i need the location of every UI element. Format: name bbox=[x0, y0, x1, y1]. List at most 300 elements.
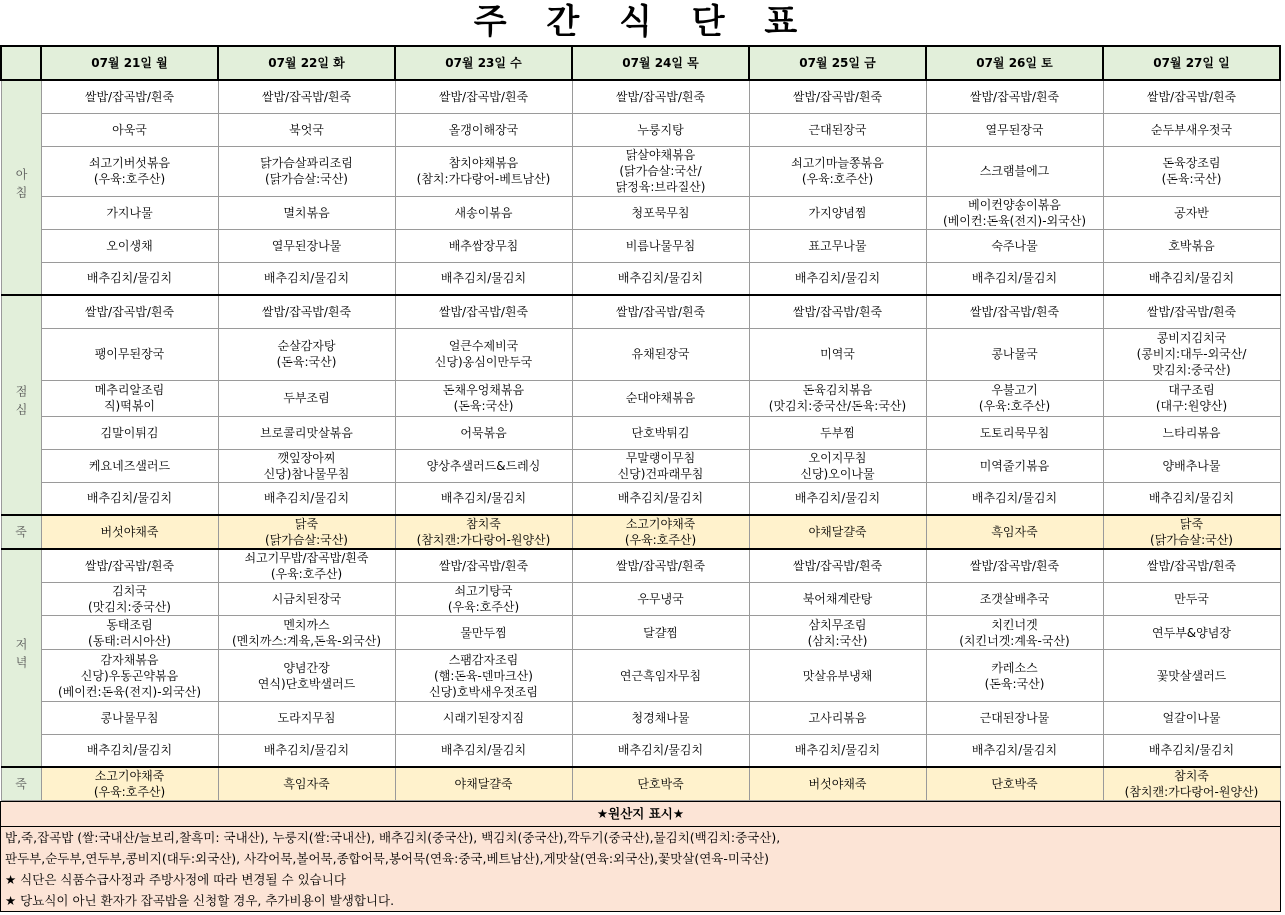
menu-item: 쌀밥/잡곡밥/흰죽 bbox=[969, 304, 1060, 319]
menu-item: 배추김치/물김치 bbox=[1148, 743, 1235, 758]
menu-cell bbox=[395, 702, 572, 735]
menu-item: 배추김치/물김치 bbox=[1148, 271, 1235, 286]
menu-item: 배추김치/물김치 bbox=[971, 271, 1058, 286]
menu-cell bbox=[749, 549, 926, 583]
menu-cell bbox=[218, 196, 395, 229]
menu-item: 야채달걀죽 bbox=[454, 776, 513, 791]
menu-item: 숙주나물 bbox=[991, 238, 1038, 253]
menu-cell bbox=[1103, 196, 1280, 229]
menu-cell bbox=[1103, 616, 1280, 650]
page-title: 주 간 식 단 표 bbox=[473, 2, 812, 42]
menu-item: 배추김치/물김치 bbox=[86, 743, 173, 758]
menu-cell bbox=[41, 295, 218, 328]
menu-cell bbox=[1103, 767, 1280, 801]
menu-cell bbox=[218, 650, 395, 702]
menu-item: 쌀밥/잡곡밥/흰죽 bbox=[615, 89, 706, 104]
menu-cell bbox=[218, 262, 395, 295]
menu-row bbox=[1, 295, 1280, 328]
menu-item: 얼갈이나물 bbox=[1162, 711, 1221, 725]
menu-item: 케요네즈샐러드 bbox=[88, 458, 171, 473]
menu-cell bbox=[572, 380, 749, 416]
menu-item: 쌀밥/잡곡밥/흰죽 bbox=[84, 89, 175, 104]
menu-cell bbox=[926, 229, 1103, 262]
menu-item: 배추김치/물김치 bbox=[617, 491, 704, 506]
menu-cell bbox=[395, 583, 572, 616]
menu-item: 메추리알조림 bbox=[94, 383, 165, 397]
menu-cell bbox=[749, 328, 926, 380]
day-header: 07월 23일 수 bbox=[395, 46, 572, 80]
menu-cell bbox=[41, 583, 218, 616]
menu-item: 새송이볶음 bbox=[454, 205, 513, 220]
porridge-row bbox=[1, 767, 1280, 801]
menu-row bbox=[1, 380, 1280, 416]
menu-item: 순살감자탕 bbox=[277, 339, 336, 353]
menu-row bbox=[1, 196, 1280, 229]
menu-cell bbox=[41, 328, 218, 380]
menu-cell bbox=[41, 196, 218, 229]
menu-item: 직)떡볶이 bbox=[103, 399, 156, 413]
menu-cell bbox=[218, 380, 395, 416]
menu-item: 공자반 bbox=[1174, 205, 1209, 220]
menu-cell bbox=[218, 113, 395, 146]
menu-item: 배추쌈장무침 bbox=[448, 238, 519, 253]
menu-cell bbox=[749, 449, 926, 482]
menu-cell bbox=[926, 583, 1103, 616]
menu-item: 삼치무조림 bbox=[808, 617, 867, 632]
menu-item: 연두부&양념장 bbox=[1152, 625, 1231, 640]
menu-item: 양상추샐러드&드레싱 bbox=[426, 458, 541, 473]
menu-item: 달걀찜 bbox=[643, 625, 678, 640]
menu-item: (참치:가다랑어-베트남산) bbox=[416, 172, 551, 186]
menu-item: 어묵볶음 bbox=[460, 425, 507, 440]
menu-item: (우육:호주산) bbox=[93, 172, 166, 186]
menu-item: 배추김치/물김치 bbox=[971, 743, 1058, 758]
menu-cell bbox=[749, 229, 926, 262]
menu-cell bbox=[41, 262, 218, 295]
menu-cell bbox=[926, 196, 1103, 229]
menu-cell bbox=[1103, 549, 1280, 583]
menu-cell bbox=[749, 616, 926, 650]
menu-item: 두부찜 bbox=[820, 425, 855, 440]
weekly-menu-table bbox=[0, 45, 1281, 801]
menu-cell bbox=[572, 702, 749, 735]
corner-cell bbox=[1, 46, 41, 80]
menu-cell bbox=[218, 449, 395, 482]
menu-item: 가지나물 bbox=[106, 205, 153, 220]
menu-item: 쇠고기탕국 bbox=[454, 584, 513, 598]
menu-item: 치킨너겟 bbox=[991, 617, 1038, 632]
menu-item: 맛살유부냉채 bbox=[802, 668, 873, 683]
menu-item: 쌀밥/잡곡밥/흰죽 bbox=[969, 559, 1060, 573]
menu-item: 닭살야채볶음 bbox=[625, 148, 696, 162]
menu-item: 열무된장나물 bbox=[271, 238, 342, 253]
menu-cell bbox=[749, 113, 926, 146]
menu-item: (우육:호주산) bbox=[447, 600, 520, 614]
menu-cell bbox=[572, 482, 749, 515]
menu-cell bbox=[1103, 146, 1280, 196]
menu-cell bbox=[1103, 328, 1280, 380]
menu-cell bbox=[1103, 515, 1280, 549]
menu-cell bbox=[1103, 262, 1280, 295]
menu-cell bbox=[1103, 449, 1280, 482]
menu-cell bbox=[395, 515, 572, 549]
menu-cell bbox=[218, 229, 395, 262]
menu-item: 쌀밥/잡곡밥/흰죽 bbox=[438, 559, 529, 573]
menu-item: 참치야채볶음 bbox=[448, 156, 519, 170]
menu-cell bbox=[1103, 702, 1280, 735]
menu-cell bbox=[749, 416, 926, 449]
meal-label bbox=[1, 295, 41, 515]
porridge-label: 죽 bbox=[1, 515, 41, 549]
porridge-row bbox=[1, 515, 1280, 549]
menu-cell bbox=[1103, 482, 1280, 515]
notice-line: ★ 당뇨식이 아닌 환자가 잡곡밥을 신청할 경우, 추가비용이 발생합니다. bbox=[5, 892, 395, 908]
menu-item: 흑임자죽 bbox=[991, 525, 1038, 539]
menu-cell bbox=[749, 650, 926, 702]
menu-item: (동태:러시아산) bbox=[88, 633, 171, 648]
menu-item: (닭가슴살:국산/ bbox=[619, 164, 702, 178]
menu-item: 쌀밥/잡곡밥/흰죽 bbox=[438, 89, 529, 104]
menu-item: 우불고기 bbox=[991, 383, 1038, 397]
menu-cell bbox=[41, 702, 218, 735]
menu-row bbox=[1, 229, 1280, 262]
menu-cell bbox=[1103, 380, 1280, 416]
menu-cell bbox=[41, 380, 218, 416]
menu-item: 양배추나물 bbox=[1162, 458, 1221, 473]
menu-item: 닭죽 bbox=[1179, 517, 1204, 531]
menu-row bbox=[1, 583, 1280, 616]
menu-item: (돈육:국산) bbox=[984, 676, 1045, 691]
menu-item: 미역국 bbox=[820, 347, 855, 361]
menu-item: (우육:호주산) bbox=[801, 172, 874, 186]
meal-label-text: 점심 bbox=[14, 385, 28, 421]
menu-cell bbox=[926, 146, 1103, 196]
menu-item: (돈육:국산) bbox=[1161, 172, 1222, 186]
menu-item: 북엇국 bbox=[289, 122, 324, 137]
menu-item: 배추김치/물김치 bbox=[1148, 491, 1235, 506]
meal-label bbox=[1, 80, 41, 295]
menu-item: (대구:원양산) bbox=[1155, 399, 1228, 413]
menu-item: 아욱국 bbox=[112, 122, 147, 137]
menu-item: 느타리볶음 bbox=[1162, 425, 1221, 440]
menu-cell bbox=[749, 702, 926, 735]
menu-item: 쌀밥/잡곡밥/흰죽 bbox=[792, 304, 883, 319]
menu-cell bbox=[218, 146, 395, 196]
menu-cell bbox=[926, 702, 1103, 735]
menu-cell bbox=[395, 262, 572, 295]
menu-item: 쌀밥/잡곡밥/흰죽 bbox=[615, 304, 706, 319]
menu-cell bbox=[749, 146, 926, 196]
menu-cell bbox=[572, 229, 749, 262]
menu-item: 배추김치/물김치 bbox=[263, 271, 350, 286]
menu-cell bbox=[749, 767, 926, 801]
notice-line: ★ 식단은 식품수급사정과 주방사정에 따라 변경될 수 있습니다 bbox=[5, 871, 346, 887]
menu-item: 무말랭이무침 bbox=[625, 450, 696, 465]
menu-item: 단호박튀김 bbox=[631, 425, 690, 440]
menu-item: 오이생채 bbox=[106, 238, 153, 253]
menu-cell bbox=[1103, 295, 1280, 328]
menu-cell bbox=[41, 549, 218, 583]
menu-item: 연근흑임자무침 bbox=[619, 668, 702, 683]
menu-cell bbox=[218, 735, 395, 767]
menu-item: 청경채나물 bbox=[631, 711, 690, 725]
menu-item: 배추김치/물김치 bbox=[263, 743, 350, 758]
day-header: 07월 25일 금 bbox=[749, 46, 926, 80]
day-header: 07월 24일 목 bbox=[572, 46, 749, 80]
menu-item: 쌀밥/잡곡밥/흰죽 bbox=[1146, 304, 1237, 319]
day-header-row bbox=[1, 46, 1280, 80]
meal-label-text: 저녁 bbox=[14, 637, 28, 674]
menu-item: 배추김치/물김치 bbox=[86, 271, 173, 286]
menu-cell bbox=[395, 482, 572, 515]
day-header: 07월 22일 화 bbox=[218, 46, 395, 80]
porridge-label: 죽 bbox=[1, 767, 41, 801]
menu-item: 쌀밥/잡곡밥/흰죽 bbox=[438, 304, 529, 319]
menu-cell bbox=[926, 380, 1103, 416]
menu-cell bbox=[218, 295, 395, 328]
menu-item: 닭가슴살꽈리조림 bbox=[260, 156, 353, 170]
menu-item: 쇠고기무밥/잡곡밥/흰죽 bbox=[244, 551, 369, 565]
menu-item: 오이지무침 bbox=[808, 450, 867, 465]
menu-cell bbox=[926, 449, 1103, 482]
menu-item: 쌀밥/잡곡밥/흰죽 bbox=[261, 304, 352, 319]
menu-cell bbox=[1103, 735, 1280, 767]
menu-item: 신당)건파래무침 bbox=[617, 466, 704, 481]
menu-item: 버섯야채죽 bbox=[808, 776, 867, 791]
menu-item: 돈채우엉채볶음 bbox=[442, 383, 525, 397]
menu-cell bbox=[41, 735, 218, 767]
menu-cell bbox=[41, 767, 218, 801]
menu-cell bbox=[749, 80, 926, 113]
menu-item: 팽이무된장국 bbox=[94, 347, 165, 361]
menu-cell bbox=[395, 113, 572, 146]
menu-item: 동태조림 bbox=[106, 617, 153, 632]
menu-cell bbox=[572, 549, 749, 583]
menu-cell bbox=[572, 449, 749, 482]
menu-cell bbox=[926, 416, 1103, 449]
menu-cell bbox=[926, 262, 1103, 295]
menu-item: 김치국 bbox=[112, 584, 147, 598]
menu-item: 양념간장 bbox=[283, 660, 330, 675]
menu-item: 도라지무침 bbox=[277, 711, 336, 725]
menu-item: 시래기된장지짐 bbox=[442, 711, 525, 725]
menu-item: 버섯야채죽 bbox=[100, 525, 159, 539]
menu-item: 두부조림 bbox=[283, 391, 330, 405]
menu-item: (맛김치:중국산/돈육:국산) bbox=[768, 399, 907, 413]
menu-item: 흑임자죽 bbox=[283, 776, 330, 791]
menu-item: (우육:호주산) bbox=[93, 784, 166, 799]
menu-cell bbox=[1103, 416, 1280, 449]
menu-item: 쇠고기버섯볶음 bbox=[88, 156, 171, 170]
menu-item: 쌀밥/잡곡밥/흰죽 bbox=[792, 559, 883, 573]
menu-item: (콩비지:대두-외국산/ bbox=[1136, 347, 1247, 361]
menu-item: 시금치된장국 bbox=[271, 592, 342, 606]
menu-cell bbox=[926, 767, 1103, 801]
menu-cell bbox=[395, 767, 572, 801]
menu-item: 근대된장국 bbox=[808, 122, 867, 137]
menu-cell bbox=[572, 113, 749, 146]
menu-item: 소고기야채죽 bbox=[94, 768, 165, 783]
menu-cell bbox=[926, 735, 1103, 767]
menu-item: 배추김치/물김치 bbox=[440, 271, 527, 286]
menu-cell bbox=[218, 515, 395, 549]
menu-cell bbox=[749, 262, 926, 295]
menu-cell bbox=[41, 113, 218, 146]
menu-row bbox=[1, 262, 1280, 295]
menu-item: 브로콜리맛살볶음 bbox=[260, 425, 353, 440]
menu-cell bbox=[395, 416, 572, 449]
meal-label bbox=[1, 549, 41, 767]
menu-item: (베이컨:돈육(전지)-외국산) bbox=[57, 684, 202, 699]
origin-notes bbox=[0, 801, 1281, 912]
menu-item: 멘치까스 bbox=[283, 617, 330, 632]
menu-item: (닭가슴살:국산) bbox=[265, 533, 348, 547]
menu-item: 얼큰수제비국 bbox=[448, 339, 519, 353]
menu-item: 단호박죽 bbox=[991, 776, 1038, 791]
menu-cell bbox=[1103, 650, 1280, 702]
menu-item: (닭가슴살:국산) bbox=[265, 172, 348, 186]
menu-item: 배추김치/물김치 bbox=[263, 491, 350, 506]
origin-line: 판두부,순두부,연두부,콩비지(대두:외국산), 사각어묵,볼어묵,종합어묵,봉어묵(연육:중국,베트남산),게맛살(연육:외국산),꽃맛살(연육-미국산) bbox=[5, 850, 769, 866]
menu-item: 쌀밥/잡곡밥/흰죽 bbox=[84, 304, 175, 319]
menu-cell bbox=[572, 650, 749, 702]
menu-cell bbox=[749, 482, 926, 515]
menu-item: 배추김치/물김치 bbox=[440, 491, 527, 506]
menu-cell bbox=[395, 196, 572, 229]
menu-cell bbox=[926, 80, 1103, 113]
menu-row bbox=[1, 482, 1280, 515]
menu-cell bbox=[41, 650, 218, 702]
menu-cell bbox=[749, 295, 926, 328]
menu-cell bbox=[41, 449, 218, 482]
menu-item: 소고기야채죽 bbox=[625, 517, 696, 531]
menu-item: 깻잎장아찌 bbox=[277, 450, 336, 465]
origin-header: ★원산지 표시★ bbox=[1, 802, 1280, 827]
menu-item: 참치죽 bbox=[466, 517, 501, 531]
menu-cell bbox=[572, 767, 749, 801]
menu-row bbox=[1, 702, 1280, 735]
menu-cell bbox=[395, 146, 572, 196]
menu-item: 배추김치/물김치 bbox=[617, 271, 704, 286]
menu-cell bbox=[572, 196, 749, 229]
menu-cell bbox=[749, 735, 926, 767]
menu-cell bbox=[395, 80, 572, 113]
menu-item: 고사리볶음 bbox=[808, 711, 867, 725]
menu-item: (참치캔:가다랑어-원양산) bbox=[416, 533, 551, 547]
menu-row bbox=[1, 113, 1280, 146]
menu-row bbox=[1, 416, 1280, 449]
menu-cell bbox=[218, 328, 395, 380]
menu-item: 북어채계란탕 bbox=[802, 592, 873, 606]
menu-cell bbox=[572, 583, 749, 616]
menu-cell bbox=[572, 515, 749, 549]
menu-cell bbox=[572, 146, 749, 196]
menu-cell bbox=[1103, 583, 1280, 616]
day-header: 07월 21일 월 bbox=[41, 46, 218, 80]
menu-cell bbox=[395, 650, 572, 702]
menu-item: 감자채볶음 bbox=[100, 652, 159, 667]
menu-cell bbox=[572, 262, 749, 295]
menu-row bbox=[1, 449, 1280, 482]
day-header: 07월 27일 일 bbox=[1103, 46, 1280, 80]
menu-item: 배추김치/물김치 bbox=[794, 271, 881, 286]
menu-item: 맛김치:중국산) bbox=[1152, 363, 1231, 377]
menu-cell bbox=[572, 416, 749, 449]
menu-item: (닭가슴살:국산) bbox=[1150, 533, 1233, 547]
menu-item: 유채된장국 bbox=[631, 347, 690, 361]
menu-row bbox=[1, 80, 1280, 113]
menu-item: 카레소스 bbox=[991, 660, 1038, 675]
menu-cell bbox=[218, 702, 395, 735]
menu-cell bbox=[41, 482, 218, 515]
menu-item: 참치죽 bbox=[1174, 768, 1209, 783]
menu-cell bbox=[395, 380, 572, 416]
menu-item: 베이컨양송이볶음 bbox=[968, 197, 1061, 212]
menu-row bbox=[1, 328, 1280, 380]
menu-cell bbox=[572, 328, 749, 380]
menu-item: (참치캔:가다랑어-원양산) bbox=[1124, 784, 1259, 799]
menu-item: 돈육장조림 bbox=[1162, 156, 1221, 170]
menu-item: 신당)옹심이만두국 bbox=[434, 355, 533, 369]
menu-item: 표고무나물 bbox=[808, 238, 867, 253]
menu-item: 돈육김치볶음 bbox=[802, 383, 873, 397]
menu-item: 우무냉국 bbox=[637, 592, 684, 606]
menu-item: 김말이튀김 bbox=[100, 425, 159, 440]
menu-item: 호박볶음 bbox=[1168, 238, 1215, 253]
menu-cell bbox=[395, 616, 572, 650]
menu-cell bbox=[395, 549, 572, 583]
menu-item: 만두국 bbox=[1174, 592, 1209, 606]
menu-item: 가지양념찜 bbox=[808, 205, 867, 220]
menu-item: 멸치볶음 bbox=[283, 205, 330, 220]
menu-row bbox=[1, 549, 1280, 583]
menu-item: 순두부새우젓국 bbox=[1150, 122, 1233, 137]
menu-cell bbox=[926, 295, 1103, 328]
menu-cell bbox=[1103, 80, 1280, 113]
menu-cell bbox=[395, 735, 572, 767]
menu-item: 꽃맛살샐러드 bbox=[1156, 668, 1227, 683]
menu-cell bbox=[218, 482, 395, 515]
menu-cell bbox=[218, 767, 395, 801]
menu-cell bbox=[1103, 113, 1280, 146]
menu-row bbox=[1, 146, 1280, 196]
menu-cell bbox=[926, 650, 1103, 702]
menu-item: 비름나물무침 bbox=[625, 238, 696, 253]
menu-item: 올갱이해장국 bbox=[448, 122, 519, 137]
menu-item: 콩비지김치국 bbox=[1156, 331, 1227, 345]
menu-cell bbox=[926, 113, 1103, 146]
menu-cell bbox=[926, 328, 1103, 380]
menu-item: 물만두찜 bbox=[460, 625, 507, 640]
menu-cell bbox=[926, 515, 1103, 549]
menu-cell bbox=[572, 295, 749, 328]
menu-item: 배추김치/물김치 bbox=[440, 743, 527, 758]
menu-item: 닭정육:브라질산) bbox=[615, 180, 706, 194]
menu-item: 쌀밥/잡곡밥/흰죽 bbox=[615, 559, 706, 573]
menu-cell bbox=[749, 196, 926, 229]
menu-item: 스크램블에그 bbox=[979, 164, 1050, 178]
menu-cell bbox=[926, 482, 1103, 515]
menu-item: (치킨너겟:계육-국산) bbox=[959, 633, 1070, 648]
menu-cell bbox=[395, 295, 572, 328]
menu-item: 쌀밥/잡곡밥/흰죽 bbox=[792, 89, 883, 104]
menu-item: 닭죽 bbox=[294, 517, 319, 531]
menu-item: 배추김치/물김치 bbox=[971, 491, 1058, 506]
menu-cell bbox=[41, 416, 218, 449]
menu-item: (돈육:국산) bbox=[453, 399, 514, 413]
menu-cell bbox=[218, 549, 395, 583]
menu-item: 순대야채볶음 bbox=[625, 391, 696, 405]
